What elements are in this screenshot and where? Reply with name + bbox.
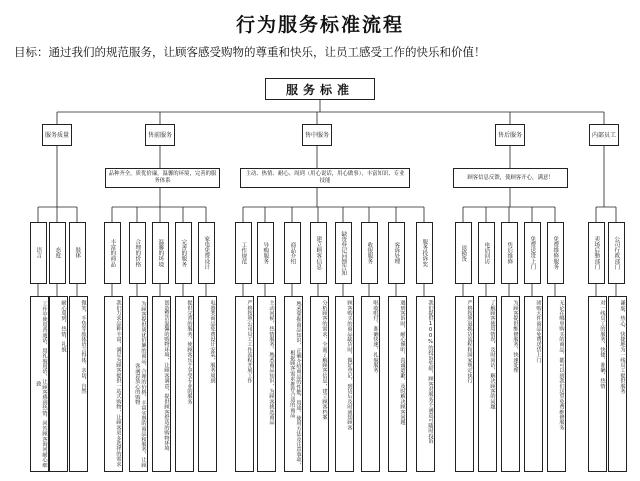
subitem-node: 工作规范 (235, 222, 252, 284)
subitem-detail: 工作中使用普通话，用礼貌用语，让顾客感到热情、回答顾客询问耐心细致 (30, 296, 49, 472)
subitem-detail: 对一线员工的服务，快捷、准确、热情 (588, 296, 607, 472)
subitem-node: 态度 (49, 222, 66, 284)
subitem-node: 服务投诉奖 (416, 222, 433, 284)
subitem-node: 退换货 (455, 222, 472, 284)
subitem-detail: 唱收唱付，准确快速，礼貌服务 (361, 296, 380, 472)
category-description: 主动、热情、耐心、周到（用心说话，用心做事），丰富知识、专业技能 (240, 168, 410, 188)
subitem-detail: 无论在哪里购买的商品，都可以到我们这里免费维修服务 (547, 296, 566, 472)
subitem-detail: 我们提供100%的投诉奖励，顾客对服务不满意可随时投诉 (416, 296, 435, 472)
subitem-detail: 提供完善的服务，使顾客乐于享受专业的服务 (175, 296, 194, 472)
subitem-detail: 了解顾客使用情况，及时回访，解决顾客的问题 (478, 296, 497, 472)
subitem-node: 免费维修服务 (547, 222, 564, 284)
subitem-node: 合理的价格 (129, 222, 146, 284)
subitem-detail: 我们力求品种丰富，满足为顾客提供一站式购物，让顾客更多选择的需求 (104, 296, 123, 472)
subitem-node: 收银服务 (361, 222, 378, 284)
subitem-detail: 耐心周到、热情、礼貌 (49, 296, 68, 472)
subitem-node: 电话回访 (478, 222, 495, 284)
subitem-detail: 为顾客提供质优价廉的商品，合理的价格，丰富实惠的商品和服务，让顾客满意放心的购物 (129, 296, 148, 472)
subitem-node: 完善的服务 (175, 222, 192, 284)
subitem-detail: 主动问候，热情服务，熟悉商品知识，为顾客挑选商品 (257, 296, 276, 472)
subitem-detail: 严格按照退换货流程和国家规定执行 (455, 296, 474, 472)
subitem-node: 肢体 (69, 222, 86, 284)
subitem-detail: 遇到客诉时，耐心倾听，真诚道歉，及时解决顾客问题 (388, 296, 407, 472)
subitem-node: 语言 (30, 222, 47, 284)
category-node: 服务质量 (42, 124, 72, 146)
subitem-node: 卖场后勤部门 (588, 222, 605, 284)
page-title: 行为服务标准流程 (235, 14, 404, 36)
category-node: 售前服务 (145, 124, 175, 146)
subitem-node: 公司行政部门 (608, 222, 625, 284)
category-description: 品种齐全，质优价廉，温馨的环境，完善的服务体系 (105, 168, 220, 188)
category-description: 顾客信息反馈，使顾客开心，满意！ (453, 168, 568, 188)
subitem-detail: 顾客购买的商品缺货时，做好登记，到货后及时通知顾客 (335, 296, 354, 472)
subitem-detail: 微笑、手势等肢体语言得体、亲切、自然 (69, 296, 88, 472)
subitem-detail: 谦虚、热心、快捷地为一线员工提供服务 (608, 296, 627, 472)
subitem-node: 丰富的商品 (104, 222, 121, 284)
subitem-detail: 熟悉掌握商品知识，正确介绍商品的性能、用途、使用方法及注意事项，根据顾客需求推荐合适的商品 (284, 296, 303, 472)
category-node: 售中服务 (302, 124, 332, 146)
subitem-detail: 电器类商品免费设计安装，服务周到 (198, 296, 217, 472)
goal-statement: 目标：通过我们的规范服务，让顾客感受购物的尊重和快乐，让员工感受工作的快乐和价值！ (14, 45, 486, 59)
subitem-detail: 分析顾客的需求，全面了解顾客信息，建立顾客档案 (310, 296, 329, 472)
subitem-node: 导购服务 (257, 222, 274, 284)
subitem-node: 家电免费设计 (198, 222, 215, 284)
subitem-detail: 严格按照公司员工工作流程开展工作 (235, 296, 254, 472)
subitem-detail: 创造整洁温馨的购物环境，让顾客满意，提供顾客舒适的购物环境 (152, 296, 171, 472)
subitem-node: 售后维修 (501, 222, 518, 284)
category-node: 售后服务 (495, 124, 525, 146)
subitem-node: 建立顾客信息 (310, 222, 327, 284)
subitem-node: 缺货登记回馈告知 (335, 222, 352, 284)
subitem-node: 客诉处理 (388, 222, 405, 284)
subitem-node: 商品介绍 (284, 222, 301, 284)
subitem-detail: 团购大件商品免费送货上门 (524, 296, 543, 472)
subitem-node: 免费送货上门 (524, 222, 541, 284)
subitem-detail: 为顾客提供维修服务，快速处理 (501, 296, 520, 472)
root-node: 服务标准 (265, 78, 375, 100)
category-node: 内部员工 (589, 124, 619, 146)
subitem-node: 温馨的环境 (152, 222, 169, 284)
